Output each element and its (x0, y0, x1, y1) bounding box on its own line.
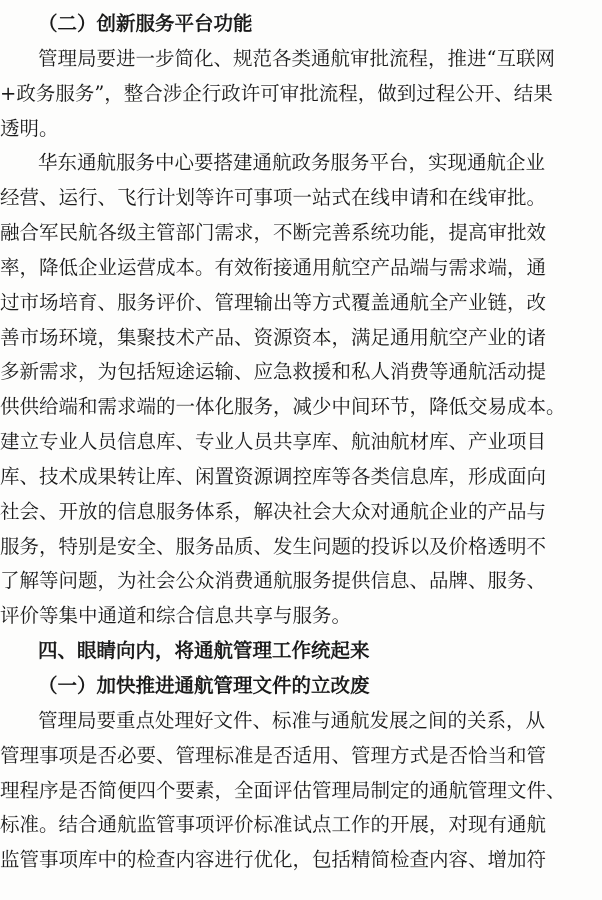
body-line: 华东通航服务中心要搭建通航政务服务平台，实现通航企业 (38, 151, 546, 175)
body-line: 建立专业人员信息库、专业人员共享库、航油航材库、产业项目 (0, 430, 547, 454)
body-line: 库、技术成果转让库、闲置资源调控库等各类信息库，形成面向 (0, 464, 547, 488)
body-line: 融合军民航各级主管部门需求，不断完善系统功能，提高审批效 (0, 221, 547, 244)
body-line: +政务服务”，整合涉企行政许可审批流程，做到过程公开、结果 (0, 81, 553, 105)
body-line: 管理事项是否必要、管理标准是否适用、管理方式是否恰当和管 (0, 743, 547, 767)
body-line: 供供给端和需求端的一体化服务，减少中间环节，降低交易成本。 (0, 395, 566, 419)
body-line: 率，降低企业运营成本。有效衔接通用航空产品端与需求端，通 (0, 255, 547, 279)
body-line: 管理局要重点处理好文件、标准与通航发展之间的关系，从 (38, 708, 546, 732)
section-heading-look-inward: 四、眼睛向内，将通航管理工作统起来 (38, 639, 370, 663)
body-line: 监管事项库中的检查内容进行优化，包括精简检查内容、增加符 (0, 848, 547, 872)
body-line: 标准。结合通航监管事项评价标准试点工作的开展，对现有通航 (0, 813, 547, 837)
body-line: 善市场环境，集聚技术产品、资源资本，满足通用航空产业的诸 (0, 325, 547, 349)
body-line: 社会、开放的信息服务体系，解决社会大众对通航企业的产品与 (0, 499, 547, 523)
section-heading-accelerate-regulations: （一）加快推进通航管理文件的立改废 (38, 674, 370, 697)
body-line: 服务，特别是安全、服务品质、发生问题的投诉以及价格透明不 (0, 534, 547, 558)
body-line: 多新需求，为包括短途运输、应急救援和私人消费等通航活动提 (0, 360, 547, 384)
body-line: 过市场培育、服务评价、管理输出等方式覆盖通航全产业链，改 (0, 290, 547, 314)
body-line: 管理局要进一步简化、规范各类通航审批流程，推进“互联网 (38, 46, 555, 70)
body-line: 评价等集中通道和综合信息共享与服务。 (0, 604, 352, 628)
body-line: 理程序是否简便四个要素，全面评估管理局制定的通航管理文件、 (0, 778, 566, 802)
body-line: 透明。 (0, 116, 59, 140)
body-line: 了解等问题，为社会公众消费通航服务提供信息、品牌、服务、 (0, 569, 547, 593)
body-line: 经营、运行、飞行计划等许可事项一站式在线申请和在线审批。 (0, 186, 547, 210)
section-heading-innovate-service-platform: （二）创新服务平台功能 (38, 12, 253, 35)
